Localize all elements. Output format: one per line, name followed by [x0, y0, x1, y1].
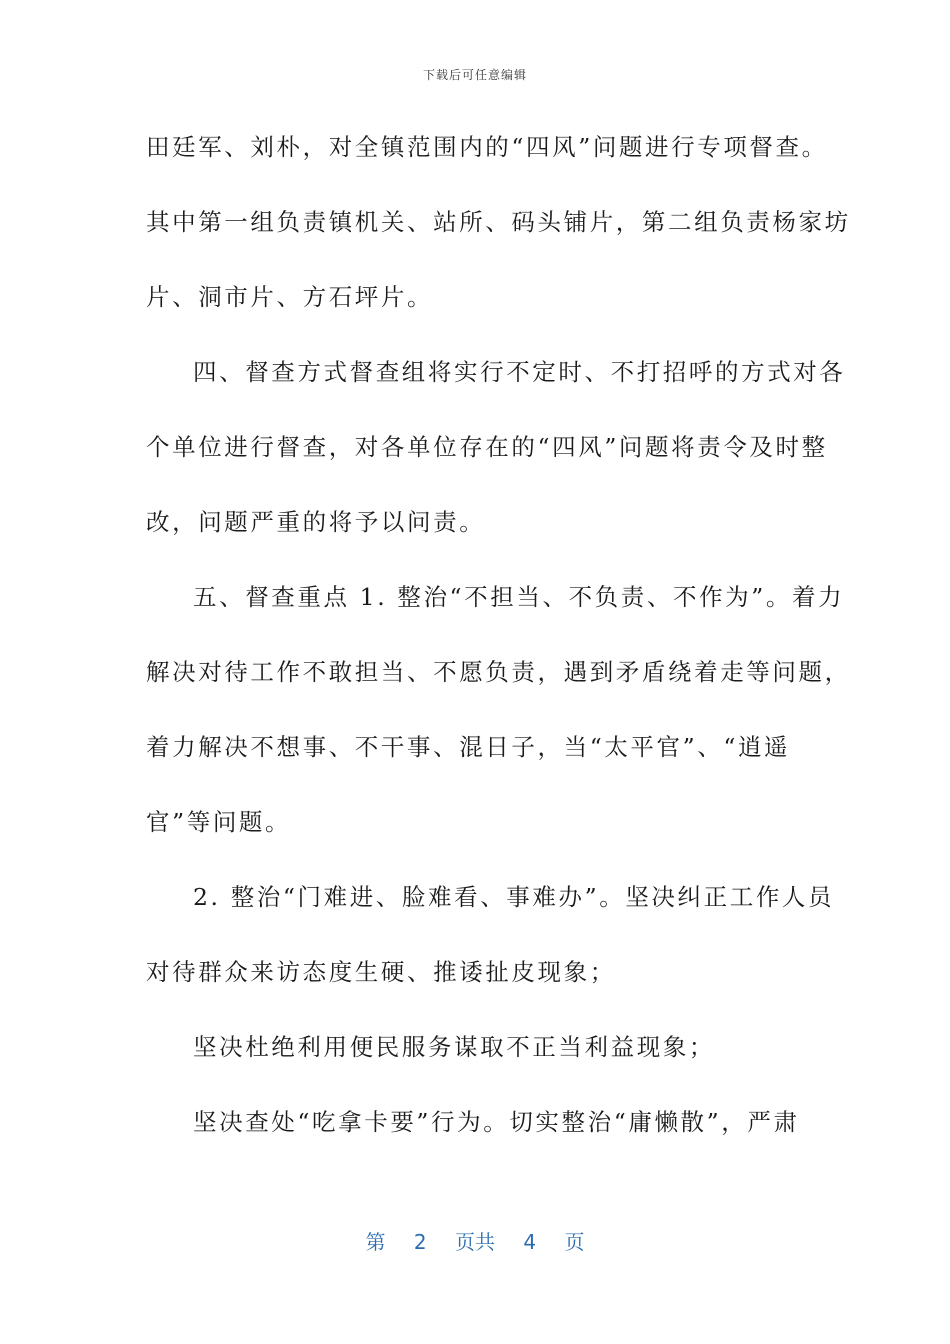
header-note: 下载后可任意编辑	[422, 68, 527, 82]
total-pages-number: 4	[523, 1230, 537, 1254]
body-line-7: 五、督查重点 1. 整治“不担当、不负责、不作为”。着力	[193, 583, 845, 611]
body-line-9: 着力解决不想事、不干事、混日子，当“太平官”、“逍遥	[146, 733, 791, 761]
body-line-11: 2. 整治“门难进、脸难看、事难办”。坚决纠正工作人员	[193, 883, 835, 911]
body-line-2: 其中第一组负责镇机关、站所、码头铺片，第二组负责杨家坊	[146, 208, 851, 236]
body-line-6: 改，问题严重的将予以问责。	[146, 508, 486, 536]
body-line-13: 坚决杜绝利用便民服务谋取不正当利益现象；	[193, 1033, 715, 1061]
footer-prefix: 第	[365, 1230, 386, 1254]
body-line-8: 解决对待工作不敢担当、不愿负责，遇到矛盾绕着走等问题，	[146, 658, 851, 686]
footer-suffix: 页	[564, 1230, 585, 1254]
body-line-10: 官”等问题。	[146, 808, 292, 836]
current-page-number: 2	[413, 1230, 427, 1254]
body-line-3: 片、洞市片、方石坪片。	[146, 283, 434, 311]
body-line-1: 田廷军、刘朴，对全镇范围内的“四风”问题进行专项督查。	[146, 133, 828, 161]
body-line-5: 个单位进行督查，对各单位存在的“四风”问题将责令及时整	[146, 433, 828, 461]
page-footer	[0, 1226, 950, 1255]
body-line-14: 坚决查处“吃拿卡要”行为。切实整治“庸懒散”，严肃	[193, 1108, 800, 1136]
body-line-12: 对待群众来访态度生硬、推诿扯皮现象；	[146, 958, 616, 986]
document-body	[146, 124, 851, 1174]
body-line-4: 四、督查方式督查组将实行不定时、不打招呼的方式对各	[193, 358, 846, 386]
footer-middle: 页共	[455, 1230, 495, 1254]
